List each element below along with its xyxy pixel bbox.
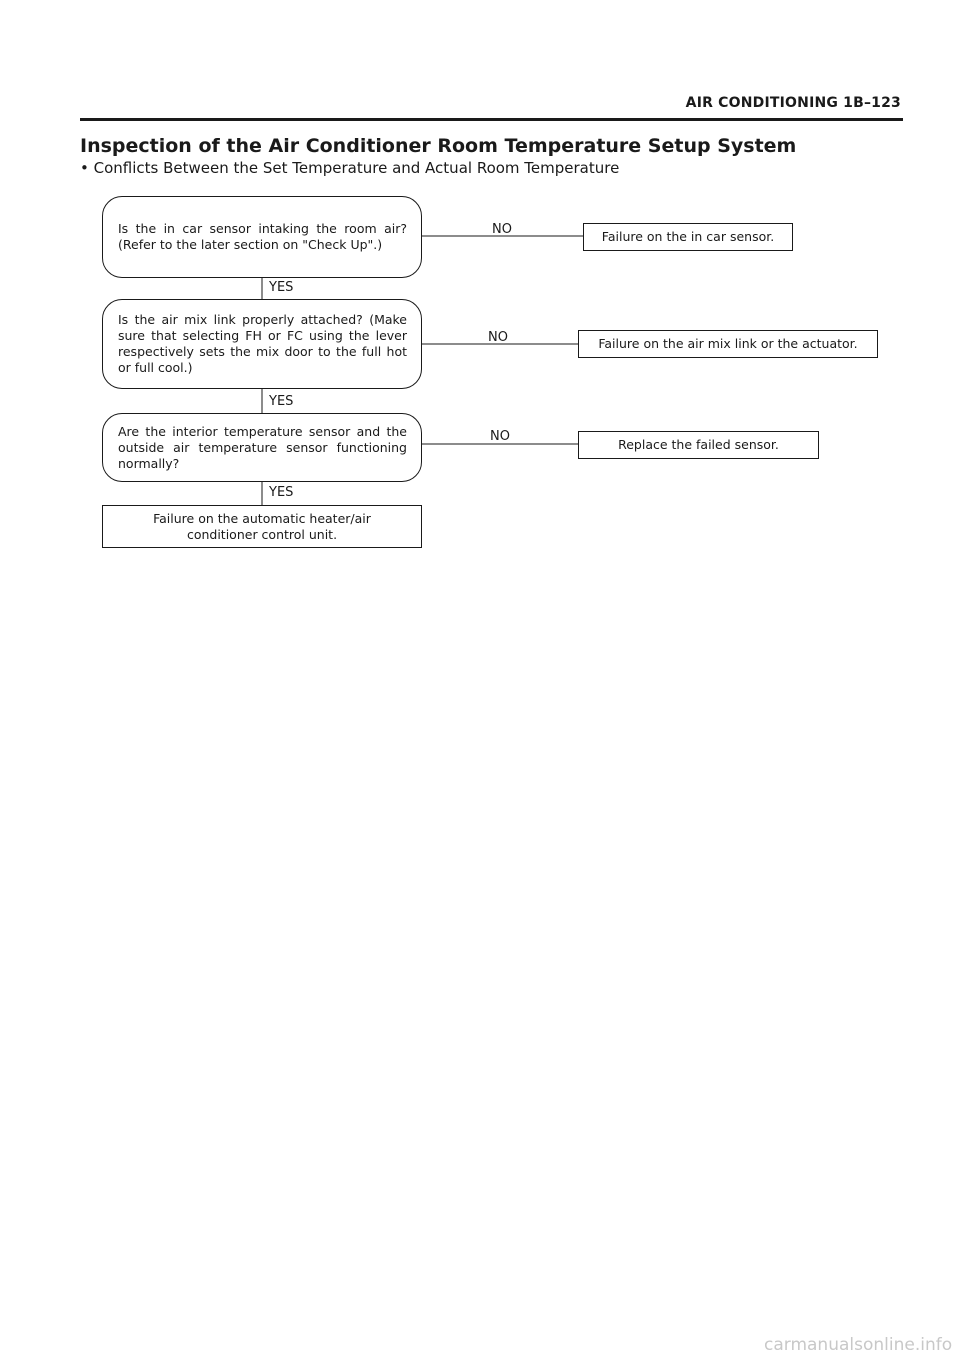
result-air-mix-link-failure	[578, 330, 878, 358]
yes-label-2: YES	[269, 394, 294, 409]
page-subtitle: • Conflicts Between the Set Temperature and Actual Room Temperature	[80, 159, 620, 177]
result-replace-sensor	[578, 431, 819, 459]
question-in-car-sensor	[102, 196, 422, 278]
question-temperature-sensors	[102, 413, 422, 482]
no-label-3: NO	[490, 429, 510, 444]
section-header: AIR CONDITIONING 1B–123	[685, 95, 901, 111]
question-text: Is the air mix link properly attached? (Make sure that selecting FH or FC using the lever respectively sets the mix door to the full hot or full cool.)	[118, 312, 407, 375]
result-control-unit-failure	[102, 505, 422, 548]
no-label-1: NO	[492, 222, 512, 237]
result-text: Failure on the in car sensor.	[601, 229, 775, 244]
page-title: Inspection of the Air Conditioner Room Temperature Setup System	[80, 135, 797, 157]
question-text: Is the in car sensor intaking the room air? (Refer to the later section on "Check Up".)	[118, 221, 407, 252]
result-in-car-sensor-failure	[583, 223, 793, 251]
yes-label-3: YES	[269, 485, 294, 500]
yes-label-1: YES	[269, 280, 294, 295]
result-text: Replace the failed sensor.	[618, 437, 779, 452]
result-text: Failure on the air mix link or the actuator.	[598, 336, 858, 351]
result-text: Failure on the automatic heater/air conditioner control unit.	[153, 510, 371, 542]
question-text: Are the interior temperature sensor and the outside air temperature sensor functioning normally?	[118, 423, 407, 471]
question-air-mix-link	[102, 299, 422, 389]
no-label-2: NO	[488, 330, 508, 345]
watermark: carmanualsonline.info	[764, 1335, 953, 1355]
